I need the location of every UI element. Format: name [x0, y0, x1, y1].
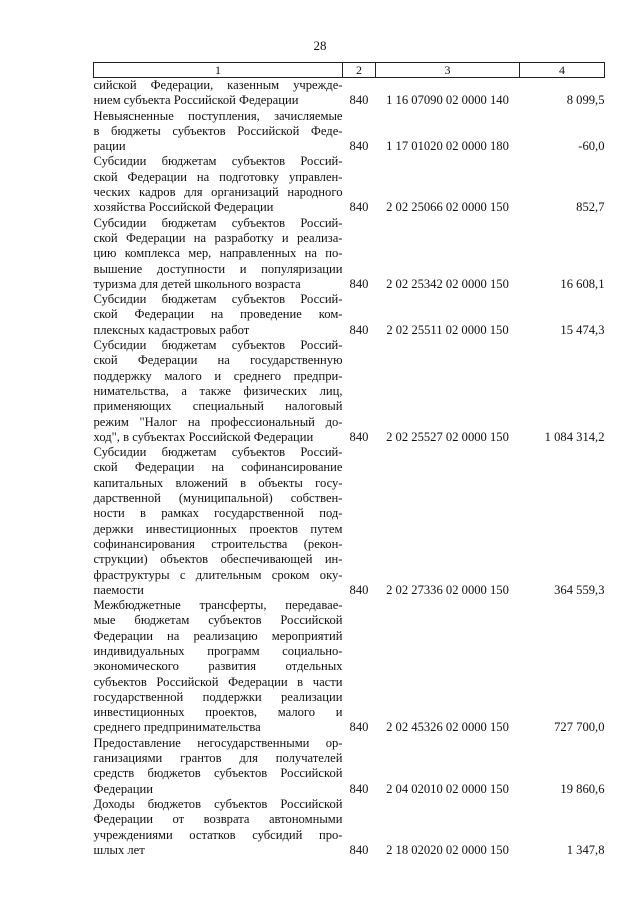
admin-code-cell: 840: [349, 842, 369, 857]
revenue-name-line: Субсидии бюджетам субъектов Россий-: [93, 338, 343, 353]
revenue-name-line: поддержку малого и среднего предпри-: [93, 368, 343, 383]
revenue-name-line: сийской Федерации, казенным учрежде-: [93, 78, 343, 92]
budget-code-cell: 1 16 07090 02 0000 140: [386, 93, 509, 108]
column-header-2: 2: [343, 63, 376, 78]
amount-cell: 364 559,3: [554, 582, 605, 597]
admin-code-cell: 840: [349, 93, 369, 108]
revenue-name-line: Предоставление негосударственными ор-: [93, 735, 343, 750]
revenue-name-line: государственной поддержки реализации: [93, 689, 343, 704]
revenue-name-line: субъектов Российской Федерации в части: [93, 674, 343, 689]
revenue-name-cell: [94, 338, 343, 445]
amount-cell: 1 347,8: [566, 842, 605, 857]
header-row: [94, 63, 605, 78]
revenue-name-line: хозяйства Российской Федерации: [93, 200, 274, 215]
revenue-name-line: Субсидии бюджетам субъектов Россий-: [93, 445, 343, 460]
revenue-name-line: ской Федерации на проведение ком-: [93, 307, 343, 322]
revenue-name-line: капитальных вложений в объекты госу-: [93, 475, 343, 490]
revenue-name-cell: [94, 78, 343, 109]
admin-code-cell: 840: [349, 429, 369, 444]
revenue-name-line: вышение доступности и популяризации: [93, 261, 343, 276]
revenue-name-line: мые бюджетам субъектов Российской: [93, 613, 343, 628]
revenue-name-line: туризма для детей школьного возраста: [93, 276, 301, 291]
revenue-name-line: рации: [93, 139, 126, 154]
revenue-name-line: дарственной (муниципальной) собствен-: [93, 491, 343, 506]
revenue-name-line: нимательства, а также физических лиц,: [93, 383, 343, 398]
revenue-name-line: средств бюджетов субъектов Российской: [93, 766, 343, 781]
amount-cell: 8 099,5: [566, 93, 605, 108]
budget-code-cell: 1 17 01020 02 0000 180: [386, 139, 509, 154]
table-header: [94, 63, 605, 78]
revenue-name-line: шлых лет: [93, 842, 145, 857]
table-row: [94, 292, 605, 338]
revenue-name-line: в бюджеты субъектов Российской Феде-: [93, 123, 343, 138]
revenue-name-line: ности в рамках государственной под-: [93, 506, 343, 521]
revenue-name-line: Доходы бюджетов субъектов Российской: [93, 796, 343, 811]
column-header-1: 1: [94, 63, 343, 78]
revenue-name-line: инвестиционных проектов, малого и: [93, 705, 343, 720]
amount-cell: 1 084 314,2: [544, 429, 605, 444]
page-number: 28: [313, 38, 327, 53]
budget-code-cell: 2 02 45326 02 0000 150: [386, 720, 509, 735]
budget-code-cell: 2 02 25527 02 0000 150: [386, 429, 509, 444]
revenue-name-line: фраструктуры с длительным сроком оку-: [93, 567, 343, 582]
revenue-name-line: цию комплекса мер, направленных на по-: [93, 246, 343, 261]
revenue-name-line: ход", в субъектах Российской Федерации: [93, 429, 314, 444]
revenue-name-cell: [94, 598, 343, 736]
admin-code-cell: 840: [349, 720, 369, 735]
revenue-name-line: экономического развития отдельных: [93, 659, 343, 674]
revenue-name-line: ской Федерации на государственную: [93, 353, 343, 368]
amount-cell: 19 860,6: [560, 781, 605, 796]
amount-cell: 15 474,3: [560, 322, 605, 337]
revenue-name-line: индивидуальных программ социально-: [93, 643, 343, 658]
revenue-name-line: паемости: [93, 582, 144, 597]
amount-cell: -60,0: [578, 139, 605, 154]
revenue-name-line: софинансирования строительства (рекон-: [93, 536, 343, 551]
table-row: [94, 216, 605, 292]
revenue-name-line: применяющих специальный налоговый: [93, 399, 343, 414]
amount-cell: 727 700,0: [554, 720, 605, 735]
amount-cell: 852,7: [576, 200, 605, 215]
revenue-name-line: Невыясненные поступления, зачисляемые: [93, 108, 343, 123]
revenue-name-cell: [94, 109, 343, 155]
amount-cell: 16 608,1: [560, 276, 605, 291]
admin-code-cell: 840: [349, 322, 369, 337]
admin-code-cell: 840: [349, 139, 369, 154]
table-row: [94, 78, 605, 109]
admin-code-cell: 840: [349, 200, 369, 215]
budget-code-cell: 2 02 27336 02 0000 150: [386, 582, 509, 597]
admin-code-cell: 840: [349, 781, 369, 796]
budget-code-cell: 2 02 25511 02 0000 150: [386, 322, 509, 337]
revenue-name-cell: [94, 292, 343, 338]
table-row: [94, 598, 605, 736]
table-row: [94, 109, 605, 155]
revenue-name-line: ской Федерации на подготовку управлен-: [93, 169, 343, 184]
revenue-name-line: Федерации на реализацию мероприятий: [93, 628, 343, 643]
revenue-name-line: режим "Налог на профессиональный до-: [93, 414, 343, 429]
column-header-3: 3: [376, 63, 520, 78]
revenue-name-line: ческих кадров для организаций народного: [93, 185, 343, 200]
column-header-4: 4: [520, 63, 605, 78]
revenue-name-line: ской Федерации на разработку и реализа-: [93, 230, 343, 245]
budget-code-cell: 2 04 02010 02 0000 150: [386, 781, 509, 796]
revenue-name-line: среднего предпринимательства: [93, 720, 261, 735]
table-body: [94, 78, 605, 859]
revenue-name-cell: [94, 736, 343, 797]
revenue-name-line: Федерации: [93, 781, 153, 796]
admin-code-cell: 840: [349, 276, 369, 291]
revenue-name-line: плексных кадастровых работ: [93, 322, 250, 337]
table-row: [94, 797, 605, 858]
table-row: [94, 338, 605, 445]
budget-code-cell: 2 18 02020 02 0000 150: [386, 842, 509, 857]
revenue-name-line: Межбюджетные трансферты, передавае-: [93, 598, 343, 613]
revenue-name-cell: [94, 797, 343, 858]
revenue-name-line: учреждениями остатков субсидий про-: [93, 827, 343, 842]
revenue-name-line: ганизациями грантов для получателей: [93, 751, 343, 766]
revenue-name-line: нием субъекта Российской Федерации: [93, 93, 299, 108]
table-row: [94, 736, 605, 797]
revenue-name-line: Субсидии бюджетам субъектов Россий-: [93, 215, 343, 230]
revenue-name-line: Субсидии бюджетам субъектов Россий-: [93, 292, 343, 307]
revenue-name-line: держки инвестиционных проектов путем: [93, 521, 343, 536]
revenue-table: [93, 62, 605, 858]
budget-code-cell: 2 02 25066 02 0000 150: [386, 200, 509, 215]
revenue-name-line: струкции) объектов обеспечивающей ин-: [93, 552, 343, 567]
revenue-name-cell: [94, 216, 343, 292]
admin-code-cell: 840: [349, 582, 369, 597]
revenue-name-line: ской Федерации на софинансирование: [93, 460, 343, 475]
revenue-name-cell: [94, 154, 343, 215]
revenue-name-cell: [94, 445, 343, 598]
table-row: [94, 154, 605, 215]
revenue-name-line: Субсидии бюджетам субъектов Россий-: [93, 154, 343, 169]
table-row: [94, 445, 605, 598]
revenue-name-line: Федерации от возврата автономными: [93, 812, 343, 827]
budget-code-cell: 2 02 25342 02 0000 150: [386, 276, 509, 291]
